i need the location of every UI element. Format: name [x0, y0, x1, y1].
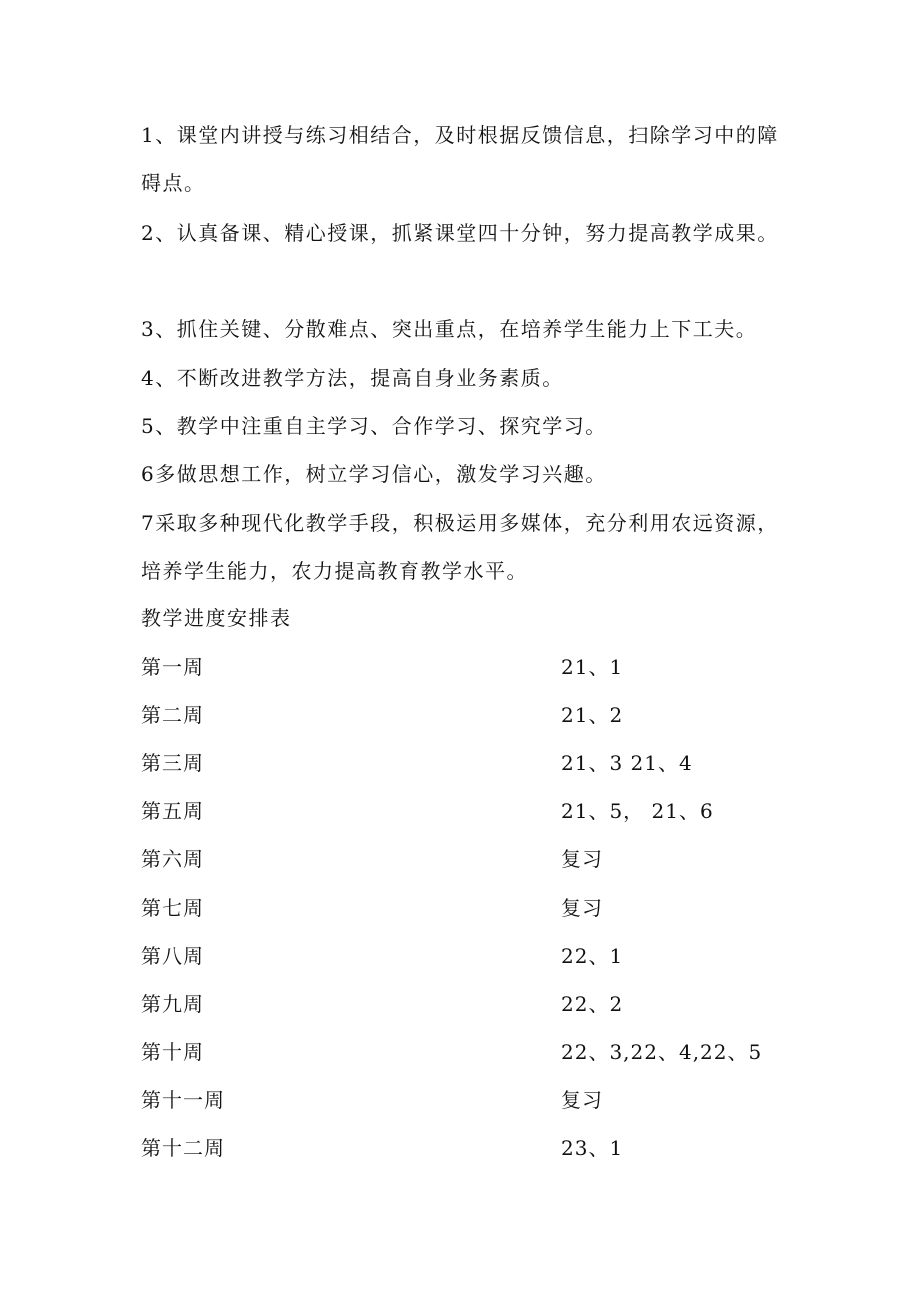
- paragraph-5: 5、教学中注重自主学习、合作学习、探究学习。: [141, 414, 607, 438]
- schedule-week: 第六周: [141, 847, 204, 871]
- schedule-row: [0, 992, 920, 1016]
- schedule-row: [0, 1040, 920, 1064]
- schedule-content: 23、1: [561, 1136, 624, 1160]
- schedule-row: [0, 847, 920, 871]
- schedule-week: 第十周: [141, 1040, 204, 1064]
- schedule-content: 21、5， 21、6: [561, 799, 714, 823]
- schedule-content: 22、1: [561, 944, 624, 968]
- schedule-week: 第一周: [141, 655, 204, 679]
- schedule-title: 教学进度安排表: [141, 606, 292, 630]
- schedule-week: 第五周: [141, 799, 204, 823]
- schedule-content: 22、3,22、4,22、5: [561, 1040, 763, 1064]
- schedule-content: 21、3 21、4: [561, 751, 693, 775]
- schedule-week: 第九周: [141, 992, 204, 1016]
- schedule-week: 第十一周: [141, 1088, 225, 1112]
- schedule-content: 复习: [561, 896, 603, 920]
- paragraph-4: 4、不断改进教学方法，提高自身业务素质。: [141, 366, 564, 390]
- paragraph-1-line-2: 碍点。: [141, 171, 206, 195]
- paragraph-3: 3、抓住关键、分散难点、突出重点，在培养学生能力上下工夫。: [141, 317, 758, 341]
- schedule-row: [0, 896, 920, 920]
- paragraph-7-line-2: 培养学生能力，农力提高教育教学水平。: [141, 559, 528, 583]
- schedule-row: [0, 944, 920, 968]
- paragraph-2: 2、认真备课、精心授课，抓紧课堂四十分钟，努力提高教学成果。: [141, 221, 779, 245]
- schedule-row: [0, 655, 920, 679]
- schedule-row: [0, 1088, 920, 1112]
- schedule-row: [0, 751, 920, 775]
- schedule-content: 复习: [561, 1088, 603, 1112]
- paragraph-1-line-1: 1、课堂内讲授与练习相结合，及时根据反馈信息，扫除学习中的障: [141, 123, 779, 147]
- schedule-content: 22、2: [561, 992, 624, 1016]
- schedule-content: 21、2: [561, 703, 624, 727]
- paragraph-6: 6多做思想工作，树立学习信心，激发学习兴趣。: [141, 462, 607, 486]
- schedule-content: 复习: [561, 847, 603, 871]
- schedule-week: 第八周: [141, 944, 204, 968]
- schedule-row: [0, 1136, 920, 1160]
- schedule-week: 第十二周: [141, 1136, 225, 1160]
- schedule-content: 21、1: [561, 655, 624, 679]
- schedule-row: [0, 799, 920, 823]
- schedule-row: [0, 703, 920, 727]
- schedule-week: 第三周: [141, 751, 204, 775]
- paragraph-7-line-1: 7采取多种现代化教学手段，积极运用多媒体，充分利用农远资源，: [141, 511, 779, 535]
- schedule-week: 第七周: [141, 896, 204, 920]
- schedule-week: 第二周: [141, 703, 204, 727]
